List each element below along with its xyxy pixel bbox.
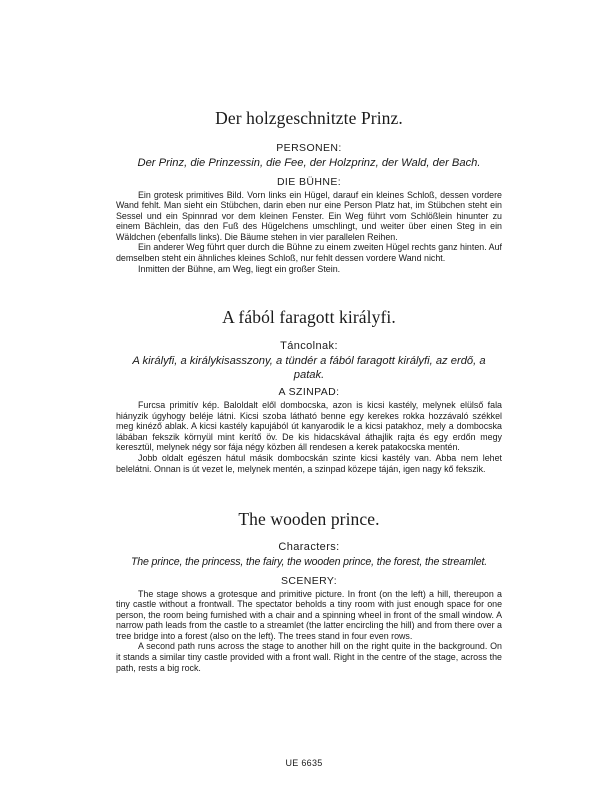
german-title: Der holzgeschnitzte Prinz. (215, 108, 403, 128)
english-paragraph: A second path runs across the stage to another hill on the right quite in the background. On it stands a similar tiny castle provided with a front wall. Right in the centre of the stage, across the path, rests a big rock. (116, 641, 502, 673)
hungarian-section (116, 307, 502, 474)
english-paragraph: The stage shows a grotesque and primitive picture. In front (on the left) a hill, thereupon a tiny castle without a frontwall. The spectator beholds a tiny room with just enough space for one person, the room being furnished with a chair and a spinning wheel in front of the small window. A narrow path leads from the castle to a streamlet (the latter encircling the hill) and from there over a tree bridge into a forest (also on the left). The trees stand in four even rows. (116, 588, 502, 641)
english-scenery-label: SCENERY: (280, 574, 338, 587)
english-characters-label: Characters: (278, 541, 340, 553)
hungarian-paragraph: Furcsa primitív kép. Baloldalt elől dombocska, azon is kicsi kastély, melynek elülső fala hiányzik úgyhogy beléje látni. Kicsi szoba látható benne egy kerekes rokka hozzávaló székkel meg kinéző ablak. A kicsi kastély kapujából út kanyarodik le a kicsi patakhoz, mely a dombocska lábában fekszik környül mint kerítő öv. De kis hidacskával áthajlik rajta és egy erdőn megy keresztül, melynek négy sor fája négy közben áll rendesen a kerek patakocska mentén. (116, 400, 502, 453)
english-scenery-text (116, 589, 502, 674)
german-stage-text (116, 190, 502, 275)
english-characters: The prince, the princess, the fairy, the wooden prince, the forest, the streamlet. (130, 556, 488, 568)
hungarian-title: A fából faragott királyfi. (222, 307, 396, 327)
german-section (116, 108, 502, 274)
hungarian-stage-label: A SZINPAD: (278, 386, 340, 398)
german-paragraph: Ein grotesk primitives Bild. Vorn links ein Hügel, darauf ein kleines Schloß, dessen vordere Wand fehlt. Man sieht ein Stübchen, darin eben nur eine Person Platz hat, im Stübchen steht ein Sessel und ein Spinnrad vor dem kleinen Fenster. Ein Weg führt vom Schlößlein hinunter zu einem Bächlein, das den Fuß des Hügelchens umschlingt, und weiter über einen Steg in ein Wäldchen (ebenfalls links). Die Bäume stehen in vier parallelen Reihen. (116, 189, 502, 242)
hungarian-dancers-label: Táncolnak: (280, 340, 338, 352)
german-personen-label: PERSONEN: (276, 142, 342, 154)
german-paragraph: Ein anderer Weg führt quer durch die Bühne zu einem zweiten Hügel rechts ganz hinten. Auf demselben steht ein ähnliches kleines Schloß, nur fehlt dessen vordere Wand nicht. (116, 242, 502, 264)
catalog-number: UE 6635 (285, 758, 323, 768)
hungarian-stage-text (116, 400, 502, 474)
english-section (116, 509, 502, 673)
english-title: The wooden prince. (238, 509, 380, 529)
german-stage-label: DIE BÜHNE: (276, 175, 342, 188)
german-paragraph: Inmitten der Bühne, am Weg, liegt ein großer Stein. (138, 263, 341, 274)
hungarian-paragraph: Jobb oldalt egészen hátul másik dombocskán szinte kicsi kastély van. Abba nem lehet belelátni. Onnan is út vezet le, melynek mentén, a szinpad közepe táján, igen nagy kő fekszik. (116, 452, 502, 474)
german-characters: Der Prinz, die Prinzessin, die Fee, der Holzprinz, der Wald, der Bach. (137, 157, 481, 169)
hungarian-characters: A királyfi, a királykisasszony, a tündér a fából faragott királyfi, az erdő, a patak. (132, 355, 486, 381)
